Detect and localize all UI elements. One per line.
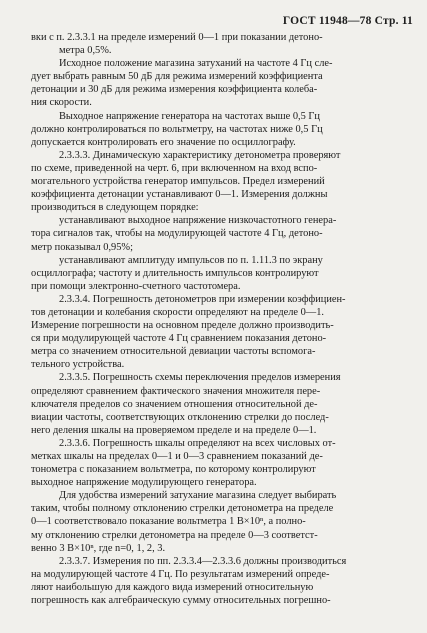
text-line: Исходное положение магазина затуханий на частоте 4 Гц сле- [59,58,333,70]
text-line: 2.3.3.3. Динамическую характеристику детонометра проверяют [59,149,341,161]
text-line: могательного устройства генератор импульсов. Предел измерений [31,176,325,188]
text-line: Для удобства измерений затухание магазина следует выбирать [59,490,337,502]
text-line: тов детонации и колебания скорости определяют на пределе 0—1. [31,306,324,318]
text-line: ляют наибольшую для каждого вида измерений относительную [31,581,314,593]
text-line: метра 0,5%. [59,45,112,57]
text-line: должно контролироваться по вольтметру, на частотах ниже 0,5 Гц [31,123,323,135]
text-line: коэффициента детонации устанавливают 0—1. Измерения должны [31,189,328,201]
page-header: ГОСТ 11948—78 Стр. 11 [282,15,413,27]
document-body [31,31,413,607]
text-line: Выходное напряжение генератора на частотах выше 0,5 Гц [59,110,320,122]
text-line: устанавливают выходное напряжение низкочастотного генера- [59,215,337,227]
text-line: детонации и 30 дБ для режима измерения коэффициента колеба- [31,84,318,96]
text-line: погрешность как алгебраическую сумму относительных погрешно- [31,595,331,607]
text-line: Измерение погрешности на основном пределе должно производить- [31,320,334,332]
text-line: допускается контролировать его значение по осциллографу. [31,136,296,148]
text-line: тора сигналов так, чтобы на модулирующей частоте 4 Гц, детоно- [31,228,323,240]
text-line: венно 3 В×10ⁿ, где n=0, 1, 2, 3. [31,542,166,554]
text-line: при помощи электронно-счетного частотомера. [31,280,241,292]
text-line: 2.3.3.5. Погрешность схемы переключения пределов измерения [59,372,341,384]
text-line: него деления шкалы на проверяемом пределе и на пределе 0—1. [31,424,317,436]
text-line: вки с п. 2.3.3.1 на пределе измерений 0—1 при показании детоно- [31,32,323,43]
text-line: ключателя пределов со значением отношения относительной де- [31,398,318,410]
text-line: му отклонению стрелки детонометра на пределе 0—3 соответст- [31,529,318,541]
text-line: осциллографа; частоту и длительность импульсов контролируют [31,267,319,279]
text-line: тельного устройства. [31,359,125,371]
text-line: ния скорости. [31,97,92,109]
text-line: таким, чтобы полному отклонению стрелки детонометра на пределе [31,503,334,515]
text-line: 2.3.3.4. Погрешность детонометров при измерении коэффициен- [59,293,346,305]
text-line: ся при модулирующей частоте 4 Гц сравнением показания детоно- [31,333,327,345]
text-line: 0—1 соответствовало показание вольтметра 1 В×10ⁿ, а полно- [31,516,306,528]
text-line: на модулирующей частоте 4 Гц. По результатам измерений опреде- [31,568,330,580]
text-line: виации частоты, соответствующих отклонению стрелки до послед- [31,411,329,423]
text-line: метр показывал 0,95%; [31,241,133,253]
text-line: производиться в следующем порядке: [31,202,199,214]
text-line: выходное напряжение модулирующего генератора. [31,477,257,489]
text-line: 2.3.3.7. Измерения по пп. 2.3.3.4—2.3.3.6 должны производиться [59,555,347,567]
text-line: устанавливают амплитуду импульсов по п. 1.11.3 по экрану [59,254,323,266]
text-line: метра со значением относительной девиации частоты вспомога- [31,346,316,358]
text-line: тонометра с показанием вольтметра, по которому контролируют [31,464,316,476]
text-line: дует выбрать равным 50 дБ для режима измерений коэффициента [31,71,323,83]
text-line: определяют сравнением фактического значения множителя пере- [31,385,321,397]
text-line: по схеме, приведенной на черт. 6, при включенном на вход вспо- [31,162,318,174]
text-line: 2.3.3.6. Погрешность шкалы определяют на всех числовых от- [59,437,336,449]
text-line: метках шкалы на пределах 0—1 и 0—3 сравнением показаний де- [31,451,323,462]
